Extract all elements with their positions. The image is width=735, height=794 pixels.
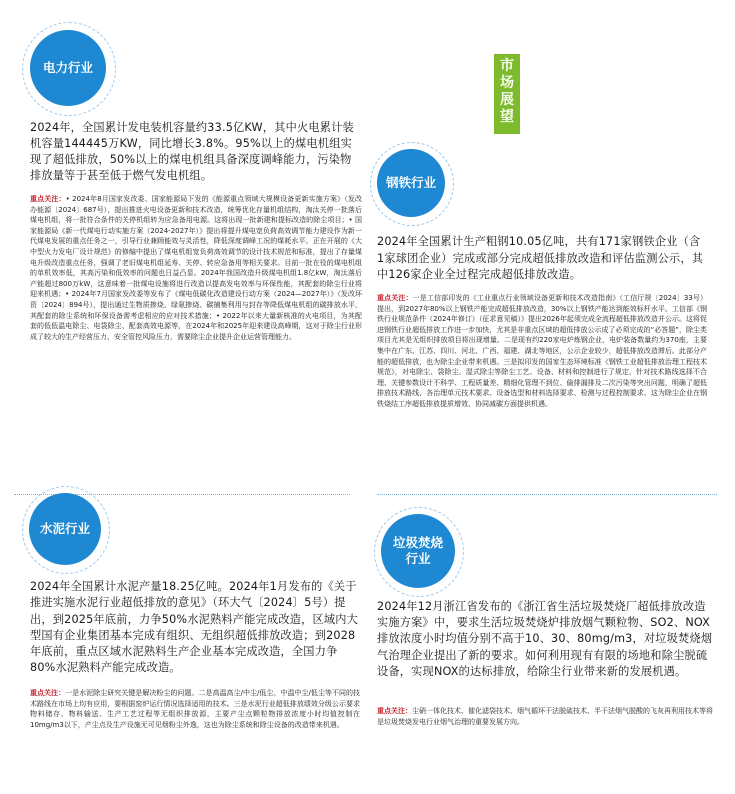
market-outlook-tag: 市 场 展 望 (494, 54, 520, 134)
power-key-notes (30, 194, 362, 342)
steel-note-text: 一是工信部印发的《工业重点行业领域设备更新和技术改造指南》（工信厅规〔2024〕33号）提出，到2027年80%以上钢铁产能完成超低排放改造，30%以上钢铁产能达到能效标杆水平。工信部《钢铁行业规范条件（2024年修订）（征求意见稿）》提出2026年起须完成全流程超低排放改造并公示。这将促进钢铁行业超低排放工作进一步加快，尤其是非重点区域的超低排放公示成了必须完成的“必答题”，除尘类项目尤其是无组织排放项目将出现增量。二是现有约220家电炉炼钢企业，电炉装备数量约为370座，主要集中在广东、江苏、四川、河北、广西、福建、湖北等地区，公示企业较少，超低排放改造滞后。此部分产能的超低排放，也为除尘企业带来机遇。三是拟印发的国家生态环境标准《钢铁工业超低排放治理工程技术规范》，对电除尘、袋除尘、湿式除尘等除尘工艺、设备、材料和控制进行了规定，针对技术路线选择不合理、关键参数设计不科学、工程质量差、精细化管理不到位、偷排漏排及二次污染等突出问题，明确了超低排放技术路线、各治理单元技术要求、设备选型和材料选择要求、检测与过程控制要求。这为除尘企业在钢铁烧结工序超低排放提质增效、协同减碳方面提供机遇。 (377, 294, 707, 408)
cement-section-badge: 水泥行业 (29, 493, 101, 565)
cement-lead-text: 2024年全国累计水泥产量18.25亿吨。2024年1月发布的《关于推进实施水泥行业超低排放的意见》（环大气〔2024〕5号）提出，到2025年底前，力争50%水泥熟料产能完成改造，区域内大型国有企业集团基本完成有组织、无组织超低排放改造；到2028年底前，重点区域水泥熟料生产企业基本完成改造，全国力争80%水泥熟料产能完成改造。 (30, 580, 359, 675)
waste-lead-text: 2024年12月浙江省发布的《浙江省生活垃圾焚烧厂超低排放改造实施方案》中，要求生活垃圾焚烧炉排放烟气颗粒物、SO2、NOX排放浓度小时均值分别不高于10、30、80mg/m3，对垃圾焚烧烟气治理企业提出了新的要求。如何利用现有有限的场地和除尘脱硫设备，实现NOX的达标排放，给除尘行业带来新的发展机遇。 (377, 600, 713, 678)
waste-section-badge: 垃圾焚烧 行业 (381, 514, 455, 588)
power-note-tag: 重点关注： (30, 195, 66, 203)
power-note-text: • 2024年8月国家发改委、国家能源局下发的《能源重点领域大规模设备更新实施方案》（发改办能源〔2024〕687号），提出推进火电设备更新和技术改造，统筹优化存量机组结构，淘汰关停一批落后煤电机组，将一批符合条件的关停机组转为应急备用电源。这将出现一批新建和提标改造的除尘项目；• 国家能源局《新一代煤电行动实施方案（2024-2027年）》提出将提升煤电宽负荷高效调节能力建设作为新一代煤电发展的重点任务之一，引导行业兼顾能效与灵活性，降低深度调峰工况的煤耗水平。正在开展的《大中型火力发电厂设计规范》的修编中提出了煤电机组宽负荷高效调节的设计技术规范和标准，提出了存量煤电升级改造重点任务，强调了老旧煤电机组延寿、关停、转应急备用等相关要求。目前一批在役的煤电机组的单机效率低，其高污染和低效率的问题也日益凸显。2024年我国改造升级煤电机组1.8亿kW，淘汰落后产能超过800万kW，这意味着一批煤电设施将进行改造以提高发电效率与环保性能，其配套的除尘行业将迎来机遇；• 2024年7月国家发改委等发布了《煤电低碳化改造建设行动方案（2024—2027年）》（发改环资〔2024〕894号），提出通过生物质掺烧、绿氨掺烧、碳捕集利用与封存等降低煤电机组的碳排放水平，其配套的除尘系统和环保设备需考虑相应的应对技术措施；• 2022年以来大量新核准的火电项目，为其配套的低低温电除尘、电袋除尘、配套高效电源等，在2024年和2025年迎来建设高峰期，这对于除尘行业形成了较大的生产经营压力、安全管控风险压力，需要除尘企业提升企业运营管理能力。 (30, 195, 362, 341)
power-section-badge: 电力行业 (30, 30, 106, 106)
cement-key-notes (30, 688, 360, 730)
waste-note-text: 尘硝一体化技术、催化滤袋技术、烟气循环干法脱硫技术、半干法烟气脱酸的飞灰再利用技术等将是垃圾焚烧发电行业烟气治理的重要发展方向。 (377, 707, 713, 726)
cement-note-tag: 重点关注： (30, 689, 66, 697)
cement-note-text: 一是水泥除尘研究关键是解决粉尘的问题。二是高温高尘/中尘/低尘、中温中尘/低尘等不同的技术路线在市场上均有应用，要根据窑炉运行情况选择适用的技术。三是水泥行业超低排放绩效分级公示要求物料储存、物料输送、生产工艺过程等无组织排放源，主要产尘点颗粒物排放浓度小时均值控制在10mg/m3以下，产尘点及生产设施无可见烟粉尘外逸，这也为除尘系统和除尘设备的改造带来机遇。 (30, 689, 361, 729)
steel-section-badge: 钢铁行业 (377, 149, 445, 217)
steel-key-notes (377, 293, 707, 410)
waste-key-notes (377, 706, 713, 727)
waste-note-tag: 重点关注： (377, 707, 412, 715)
power-lead-text: 2024年，全国累计发电装机容量约33.5亿KW，其中火电累计装机容量144445万KW，同比增长3.8%。95%以上的煤电机组实现了超低排放，50%以上的煤电机组具备深度调峰能力，污染物排放量等于甚至低于燃气发电机组。 (30, 121, 354, 182)
right-divider (377, 494, 717, 495)
steel-note-tag: 重点关注： (377, 294, 413, 302)
steel-lead-text: 2024年全国累计生产粗钢10.05亿吨，共有171家钢铁企业（含1家球团企业）完成或部分完成超低排放改造和评估监测公示，其中126家企业全过程完成超低排放改造。 (377, 235, 704, 281)
